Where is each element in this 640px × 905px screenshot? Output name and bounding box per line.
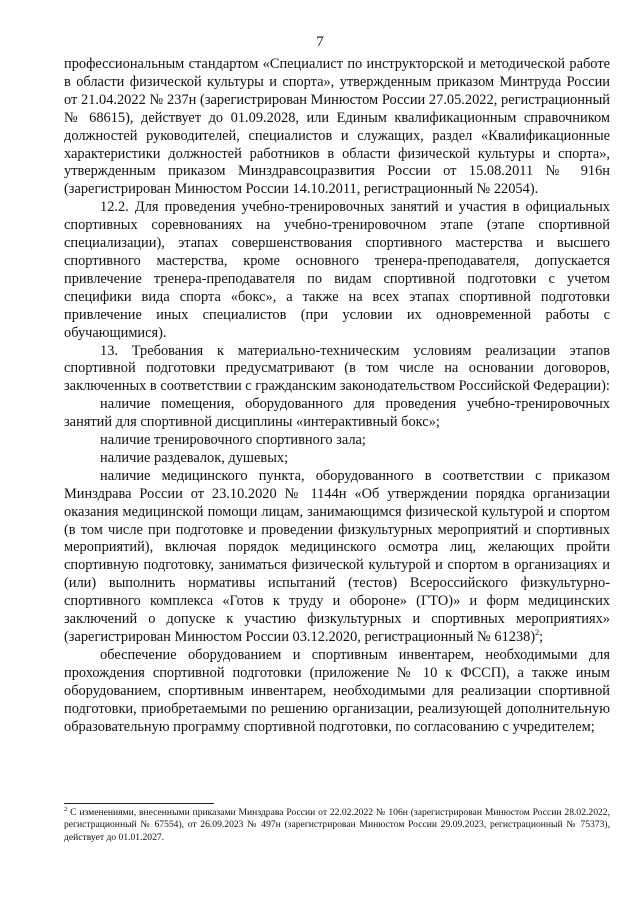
footnote — [64, 807, 610, 844]
medical-point-text: наличие медицинского пункта, оборудованного в соответствии с приказом Минздрава России от 23.10.2020 № 1144н «Об утверждении порядка организации оказания медицинской помощи лицам, занимающимся физической культурой и спортом (в том числе при подготовке и проведении физкультурных мероприятий и спортивных мероприятий), включая порядок медицинского осмотра лиц, желающих пройти спортивную подготовку, заниматься физической культурой и спортом в организациях и (или) выполнить нормативы испытаний (тестов) Всероссийского физкультурно-спортивного комплекса «Готов к труду и обороне» (ГТО)» и форм медицинских заключений о допуске к участию физкультурных и спортивных мероприятиях» (зарегистрирован Минюстом России 03.12.2020, регистрационный № 61238) — [64, 467, 610, 645]
requirement-item-gym: наличие тренировочного спортивного зала; — [100, 432, 366, 449]
medical-point-suffix: ; — [539, 629, 544, 645]
requirement-item-changing-rooms: наличие раздевалок, душевых; — [100, 449, 289, 466]
footnote-reference: 2 — [535, 628, 540, 638]
document-body — [64, 56, 610, 736]
requirement-item-equipment: обеспечение оборудованием и спортивным инвентарем, необходимыми для прохождения спортивной подготовки (приложение № 10 к ФССП), а также иным оборудованием, спортивным инвентарем, необходимыми для реализации спортивной подготовки, приобретаемыми по решению организации, реализующей дополнительную образовательную программу спортивной подготовки, по согласованию с учредителем; — [64, 646, 610, 735]
footnote-divider — [64, 803, 214, 804]
paragraph-continuation: профессиональным стандартом «Специалист по инструкторской и методической работе в области физической культуры и спорта», утвержденным приказом Минтруда России от 21.04.2022 № 237н (зарегистрирован Минюстом России 27.05.2022, регистрационный № 68615), действует до 01.09.2028, или Единым квалификационным справочником должностей руководителей, специалистов и служащих, раздел «Квалификационные характеристики должностей работников в области физической культуры и спорта», утвержденным приказом Минздравсоцразвития России от 15.08.2011 № 916н (зарегистрирован Минюстом России 14.10.2011, регистрационный № 22054). — [64, 56, 610, 198]
requirement-item-premises: наличие помещения, оборудованного для проведения учебно-тренировочных занятий для спортивной дисциплины «интерактивный бокс»; — [64, 396, 610, 431]
footnote-marker: 2 — [64, 805, 68, 813]
paragraph-13: 13. Требования к материально-техническим условиям реализации этапов спортивной подготовки предусматривают (в том числе на основании договоров, заключенных в соответствии с гражданским законодательством Российской Федерации): — [64, 342, 610, 395]
paragraph-12-2: 12.2. Для проведения учебно-тренировочных занятий и участия в официальных спортивных соревнованиях на учебно-тренировочном этапе (этапе спортивной специализации), этапах совершенствования спортивного мастерства и высшего спортивного мастерства, кроме основного тренера-преподавателя, допускается привлечение тренера-преподавателя по видам спортивной подготовки с учетом специфики вида спорта «бокс», а также на всех этапах спортивной подготовки привлечение иных специалистов (при условии их одновременной работы с обучающимися). — [64, 199, 610, 341]
footnote-text: С изменениями, внесенными приказами Минздрава России от 22.02.2022 № 106н (зарегистрирован Минюстом России 28.02.2022, регистрационный № 67554), от 26.09.2023 № 497н (зарегистрирован Минюстом России 29.09.2023, регистрационный № 75373), действует до 01.01.2027. — [64, 807, 610, 843]
requirement-item-medical-point — [64, 468, 610, 647]
page-number: 7 — [316, 34, 324, 50]
